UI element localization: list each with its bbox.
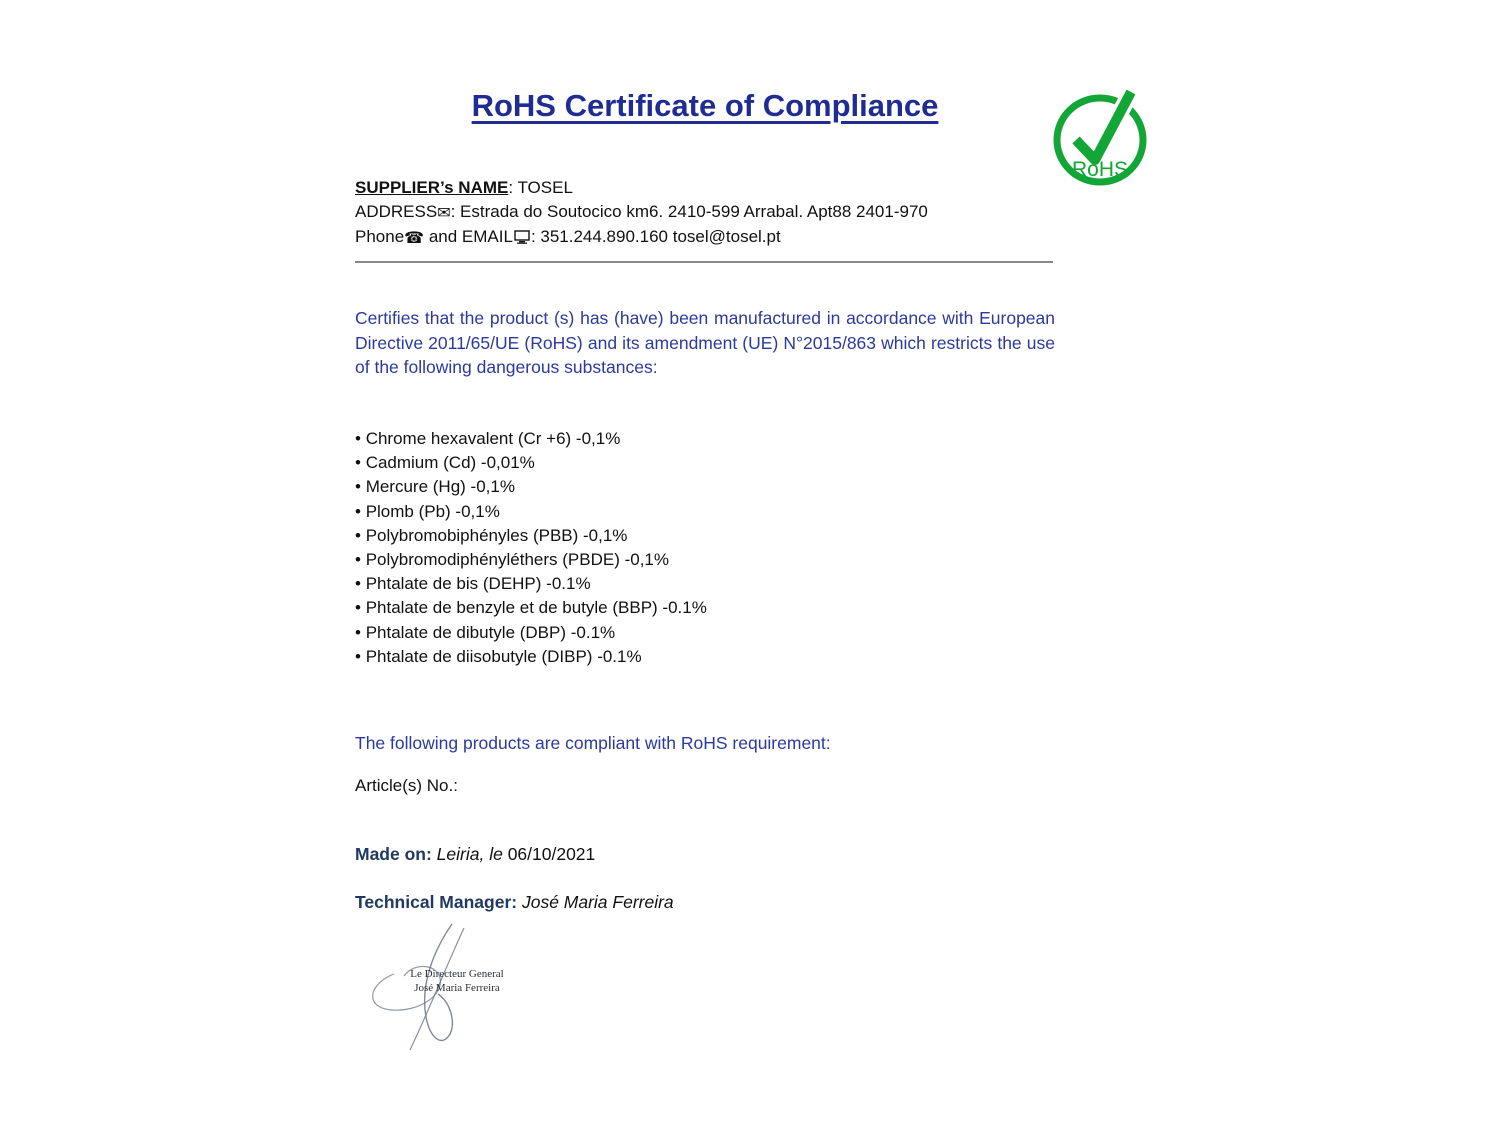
supplier-name-label: SUPPLIER’s NAME xyxy=(355,178,509,197)
supplier-name-value: : TOSEL xyxy=(508,178,573,197)
substance-item: • Mercure (Hg) -0,1% xyxy=(355,475,1055,499)
supplier-name-line xyxy=(355,176,1055,200)
supplier-block xyxy=(355,176,1055,250)
manager-label: Technical Manager: xyxy=(355,892,518,912)
certification-paragraph: Certifies that the product (s) has (have) been manufactured in accordance with European Directive 2011/65/UE (RoHS) and its amendment (UE) N°2015/863 which restricts the use of the following dangerous substances: xyxy=(355,308,1055,377)
manager-line xyxy=(355,892,1055,913)
supplier-address-line xyxy=(355,200,1055,225)
signature-line2: José Maria Ferreira xyxy=(414,982,500,994)
compliance-statement: The following products are compliant with RoHS requirement: xyxy=(355,733,831,753)
substance-item: • Cadmium (Cd) -0,01% xyxy=(355,451,1055,475)
phone-label: Phone xyxy=(355,227,405,246)
email-label: and EMAIL xyxy=(424,227,513,246)
envelope-icon: ✉ xyxy=(437,205,451,222)
substance-item: • Phtalate de bis (DEHP) -0.1% xyxy=(355,572,1055,596)
manager-name: José Maria Ferreira xyxy=(517,892,674,912)
address-label: ADDRESS xyxy=(355,202,438,221)
signature-line1: Le Directeur General xyxy=(410,968,504,980)
articles-label: Article(s) No.: xyxy=(355,776,458,795)
computer-icon xyxy=(514,230,530,244)
supplier-contact-line xyxy=(355,225,1055,250)
phone-icon: ☎ xyxy=(404,230,425,247)
made-on-place: Leiria, le xyxy=(431,844,508,864)
made-on-label: Made on: xyxy=(355,844,432,864)
substance-item: • Polybromobiphényles (PBB) -0,1% xyxy=(355,524,1055,548)
rohs-logo xyxy=(1050,80,1150,186)
address-value: : Estrada do Soutocico km6. 2410-599 Arrabal. Apt88 2401-970 xyxy=(450,202,928,221)
substance-item: • Polybromodiphényléthers (PBDE) -0,1% xyxy=(355,548,1055,572)
substance-item: • Plomb (Pb) -0,1% xyxy=(355,500,1055,524)
page-title: RoHS Certificate of Compliance xyxy=(471,88,939,123)
horizontal-divider xyxy=(355,261,1053,263)
signature-text xyxy=(392,967,522,995)
rohs-logo-text: RoHS xyxy=(1071,158,1129,181)
rohs-logo-graphic xyxy=(1050,80,1150,186)
contact-value: : 351.244.890.160 tosel@tosel.pt xyxy=(530,227,781,246)
substance-item: • Phtalate de dibutyle (DBP) -0.1% xyxy=(355,621,1055,645)
signature-block xyxy=(352,922,542,1057)
substance-item: • Chrome hexavalent (Cr +6) -0,1% xyxy=(355,427,1055,451)
substance-item: • Phtalate de diisobutyle (DIBP) -0.1% xyxy=(355,645,1055,669)
made-on-date: 06/10/2021 xyxy=(507,844,596,864)
substances-list xyxy=(355,427,1055,669)
made-on-line xyxy=(355,844,1055,865)
substance-item: • Phtalate de benzyle et de butyle (BBP) -0.1% xyxy=(355,596,1055,620)
